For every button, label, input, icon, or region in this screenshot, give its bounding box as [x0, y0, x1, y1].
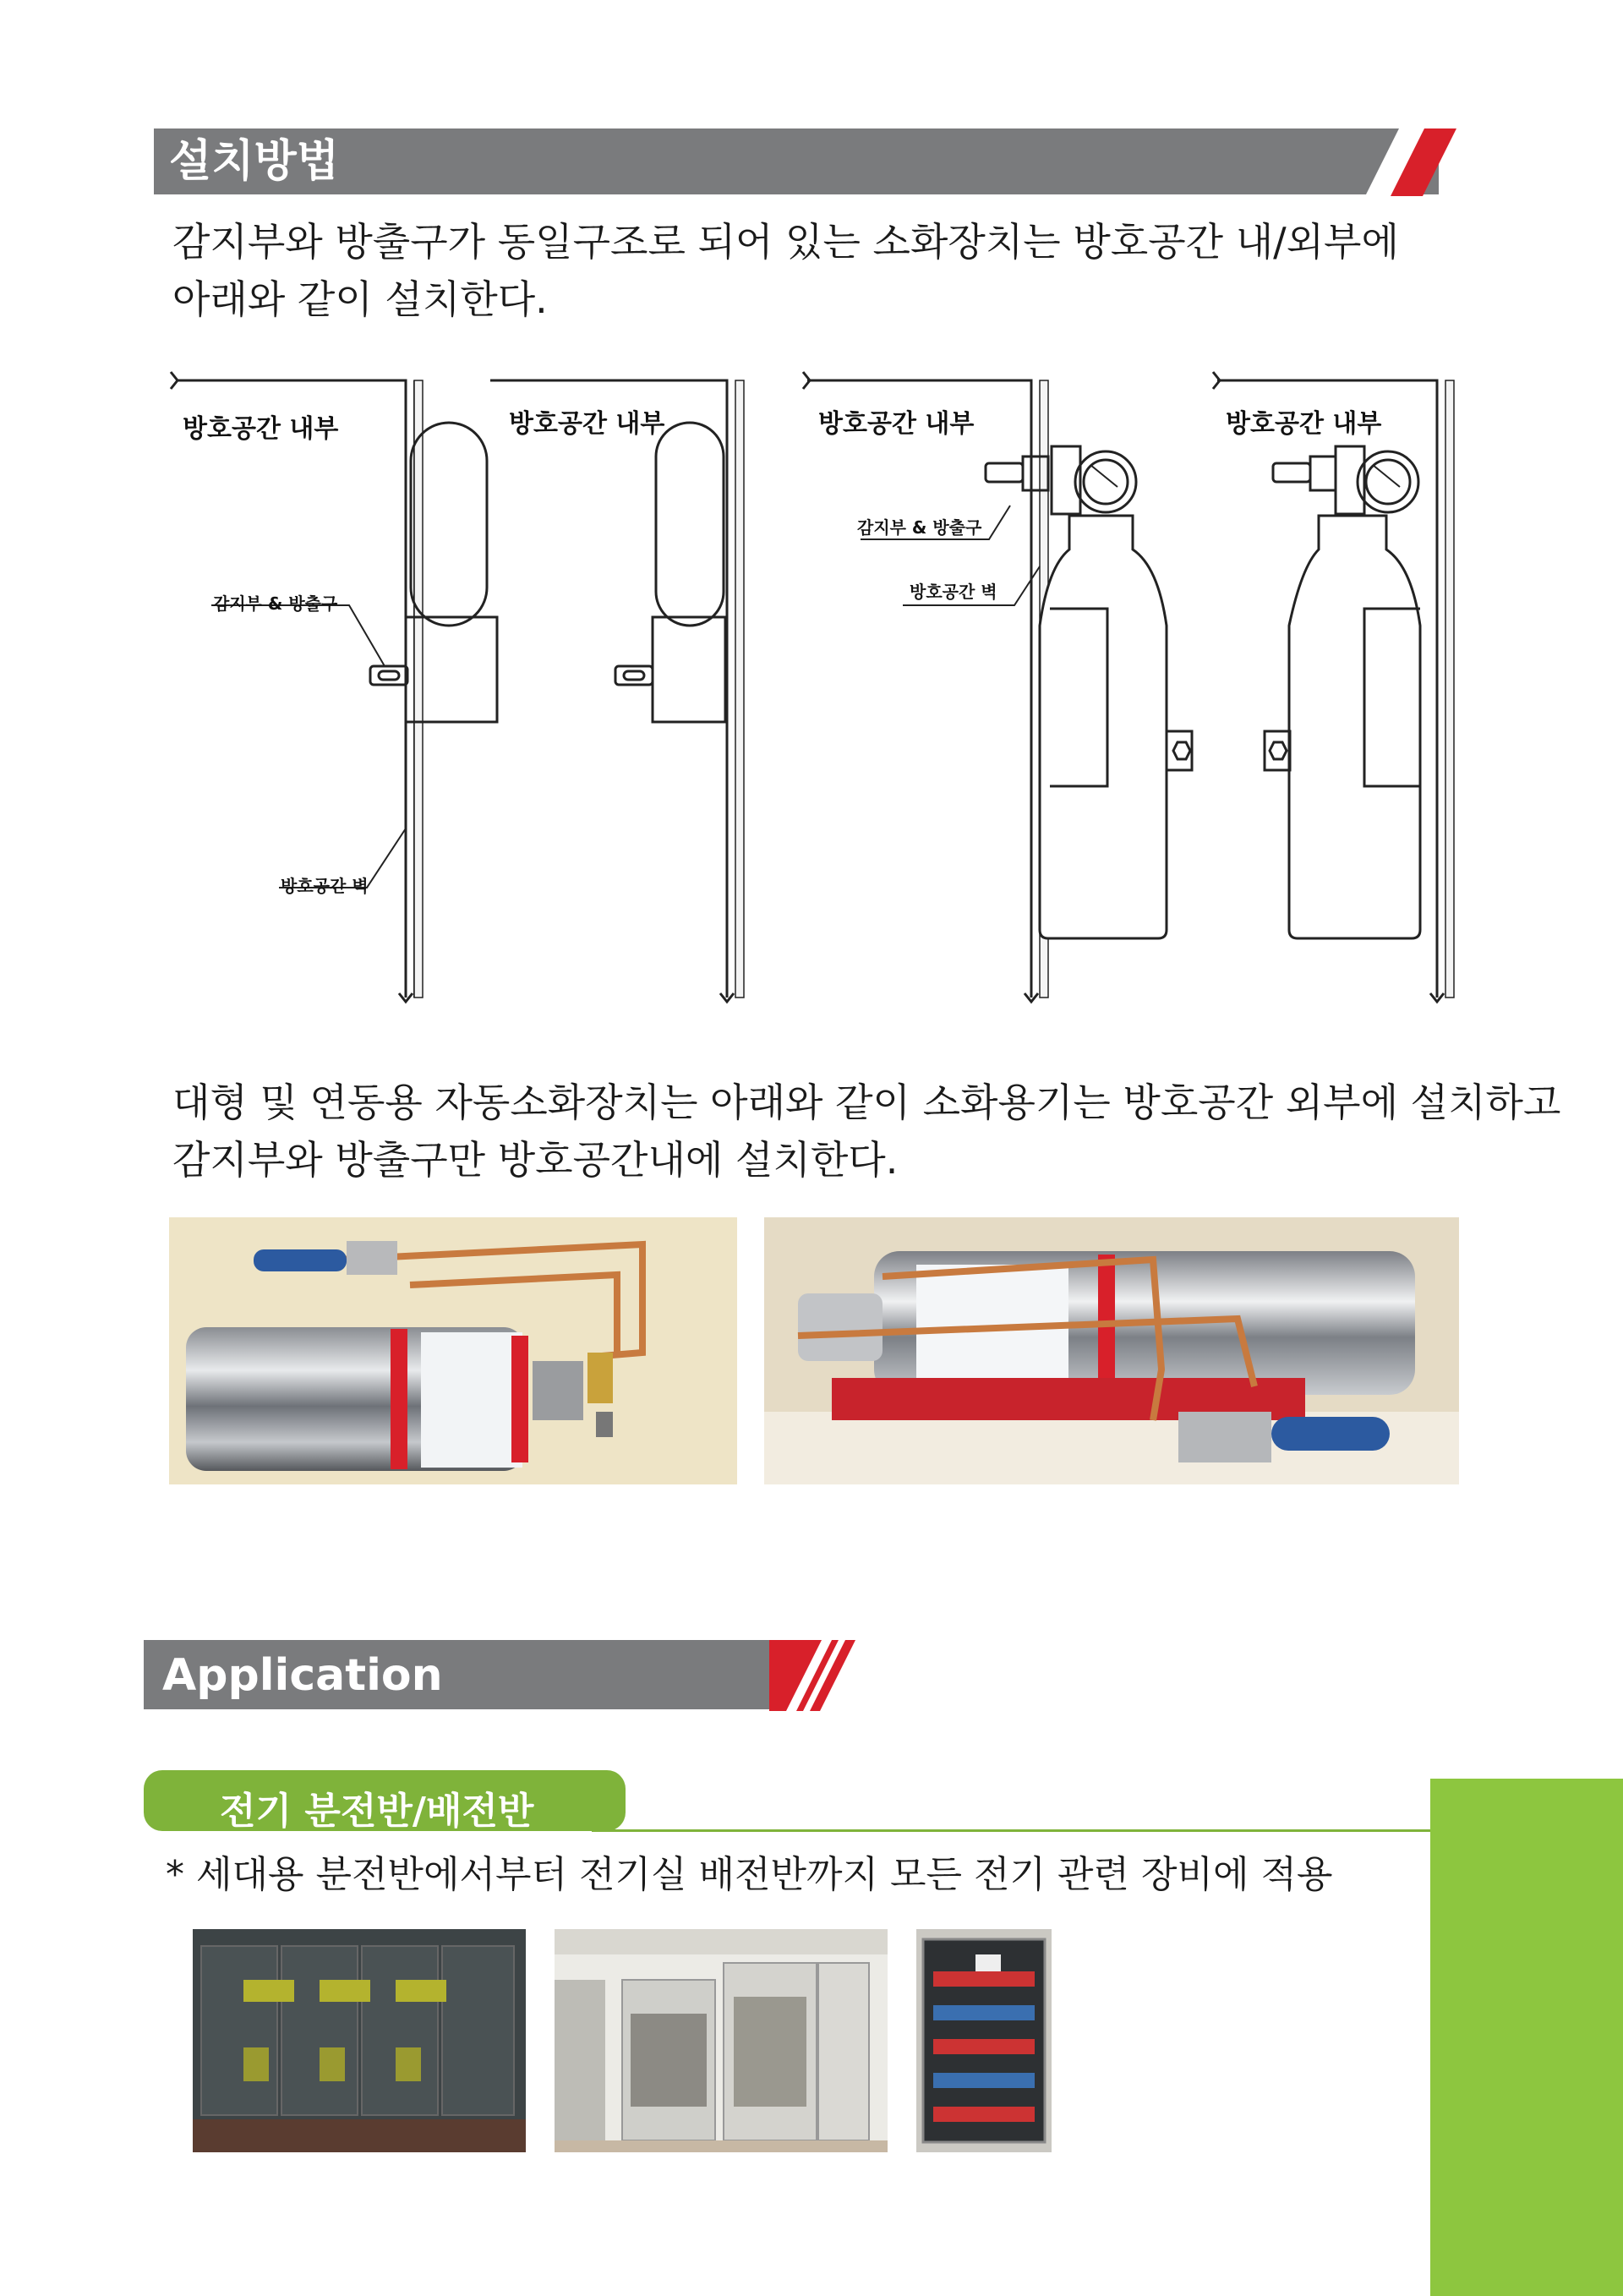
subheading-underline [592, 1829, 1430, 1832]
photo-distribution-board-1 [193, 1929, 526, 2152]
installation-diagram [152, 355, 1471, 1014]
paragraph-line: 감지부와 방출구가 동일구조로 되어 있는 소화장치는 방호공간 내/외부에 [172, 219, 1399, 265]
paragraph-line: 감지부와 방출구만 방호공간내에 설치한다. [172, 1137, 899, 1183]
diagram-label-inside: 방호공간 내부 [818, 409, 975, 439]
diagram-label-wall: 방호공간 벽 [910, 582, 997, 602]
header-bar [154, 128, 1439, 194]
subheading-pill [144, 1770, 626, 1831]
photo-distribution-board-2 [555, 1929, 888, 2152]
photo-extinguisher-horizontal [169, 1217, 737, 1484]
paragraph-line: 아래와 같이 설치한다. [172, 276, 548, 322]
header-slash-decoration [769, 1640, 862, 1711]
subheading-title: 전기 분전반/배전반 [220, 1790, 534, 1833]
header-slash-decoration [1365, 128, 1467, 196]
diagram-label-nozzle: 감지부 & 방출구 [213, 593, 338, 614]
diagram-label-inside: 방호공간 내부 [1226, 409, 1382, 439]
side-green-bar [1430, 1779, 1623, 2296]
photo-distribution-board-3 [916, 1929, 1052, 2152]
diagram-label-inside: 방호공간 내부 [509, 409, 665, 439]
photo-extinguisher-on-stand [764, 1217, 1459, 1484]
paragraph-line: 대형 및 연동용 자동소화장치는 아래와 같이 소화용기는 방호공간 외부에 설치하고 [172, 1080, 1561, 1125]
diagram-label-nozzle: 감지부 & 방출구 [857, 517, 982, 538]
application-note: * 세대용 분전반에서부터 전기실 배전반까지 모든 전기 관련 장비에 적용 [166, 1853, 1333, 1896]
diagram-label-inside: 방호공간 내부 [183, 414, 339, 444]
section-title: 설치방법 [169, 136, 339, 187]
diagram-label-wall: 방호공간 벽 [281, 876, 369, 896]
section-title: Application [162, 1650, 443, 1701]
